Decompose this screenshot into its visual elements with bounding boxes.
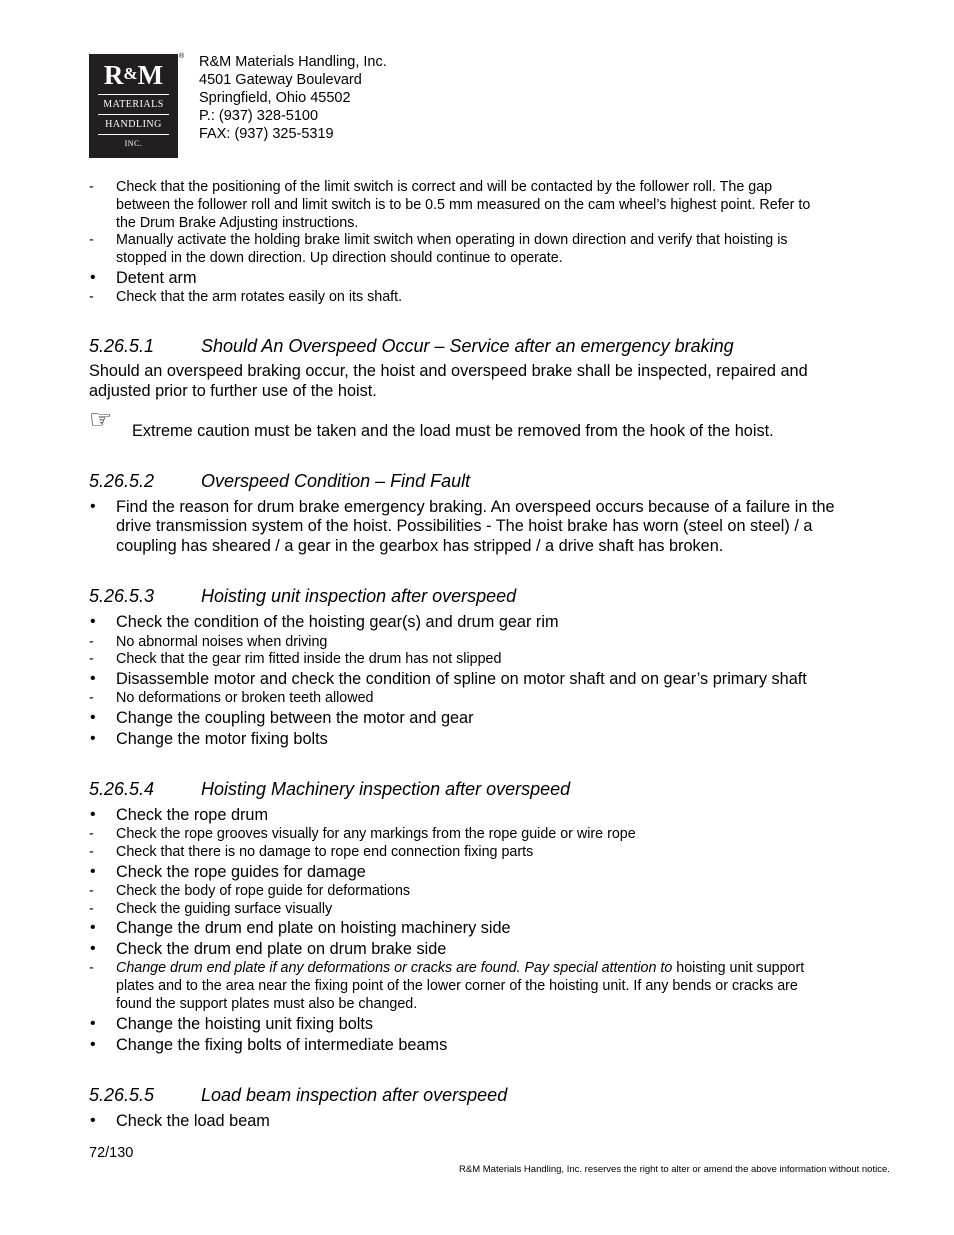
- section-title: Overspeed Condition – Find Fault: [201, 471, 471, 491]
- logo-line1: MATERIALS: [103, 99, 164, 110]
- list-item: drive transmission system of the hoist. Possibilities - The hoist brake has worn (steel on steel) / a: [116, 517, 813, 535]
- dash-marker: -: [89, 901, 94, 917]
- list-item: Check the load beam: [116, 1112, 270, 1130]
- logo-divider: [98, 94, 169, 95]
- bullet-marker: •: [90, 806, 96, 823]
- logo-divider: [98, 134, 169, 135]
- list-item: Check the body of rope guide for deformations: [116, 883, 411, 899]
- company-street: 4501 Gateway Boulevard: [199, 72, 362, 88]
- section-title: Hoisting unit inspection after overspeed: [201, 586, 517, 606]
- dash-marker: -: [89, 289, 94, 305]
- bullet-marker: •: [90, 709, 96, 726]
- list-item: Check the rope grooves visually for any markings from the rope guide or wire rope: [116, 826, 636, 842]
- section-number: 5.26.5.2: [89, 471, 155, 491]
- logo-ampersand: &: [123, 64, 138, 83]
- list-item: Detent arm: [116, 269, 197, 287]
- registered-mark: ®: [179, 53, 185, 60]
- list-item: No deformations or broken teeth allowed: [116, 690, 374, 706]
- list-item: Change the fixing bolts of intermediate beams: [116, 1036, 448, 1054]
- company-city: Springfield, Ohio 45502: [199, 90, 351, 106]
- bullet-marker: •: [90, 730, 96, 747]
- list-item: Change the coupling between the motor and gear: [116, 709, 474, 727]
- list-item: Check the condition of the hoisting gear(s) and drum gear rim: [116, 613, 559, 631]
- paragraph: adjusted prior to further use of the hoist.: [89, 382, 377, 400]
- bullet-marker: •: [90, 613, 96, 630]
- list-item: found the support plates must also be changed.: [116, 996, 418, 1012]
- list-item: coupling has sheared / a gear in the gearbox has stripped / a drive shaft has broken.: [116, 537, 724, 555]
- list-item: between the follower roll and limit switch is to be 0.5 mm measured on the cam wheel’s highest point. Refer to: [116, 197, 811, 213]
- dash-marker: -: [89, 883, 94, 899]
- dash-marker: -: [89, 634, 94, 650]
- plain-text: hoisting unit support: [672, 960, 805, 976]
- bullet-marker: •: [90, 498, 96, 515]
- list-item: Check the rope drum: [116, 806, 269, 824]
- logo-divider: [98, 114, 169, 115]
- bullet-marker: •: [90, 1036, 96, 1053]
- dash-marker: -: [89, 826, 94, 842]
- list-item: the Drum Brake Adjusting instructions.: [116, 215, 359, 231]
- list-item: Change the hoisting unit fixing bolts: [116, 1015, 374, 1033]
- section-title: Should An Overspeed Occur – Service after an emergency braking: [201, 336, 734, 356]
- section-title: Load beam inspection after overspeed: [201, 1085, 508, 1105]
- logo-line3: INC.: [124, 139, 143, 148]
- bullet-marker: •: [90, 1112, 96, 1129]
- caution-note: Extreme caution must be taken and the load must be removed from the hook of the hoist.: [132, 422, 774, 440]
- list-item: Check that the arm rotates easily on its shaft.: [116, 289, 403, 305]
- paragraph: Should an overspeed braking occur, the hoist and overspeed brake shall be inspected, repaired and: [89, 362, 808, 380]
- list-item: Check the drum end plate on drum brake side: [116, 940, 447, 958]
- list-item: Check that the positioning of the limit switch is correct and will be contacted by the follower roll. The gap: [116, 179, 773, 195]
- list-item: Change the drum end plate on hoisting machinery side: [116, 919, 511, 937]
- section-number: 5.26.5.5: [89, 1085, 155, 1105]
- list-item: Manually activate the holding brake limit switch when operating in down direction and verify that hoisting is: [116, 232, 788, 248]
- section-number: 5.26.5.3: [89, 586, 155, 606]
- logo-rm: R&M: [103, 60, 164, 90]
- page-number: 72/130: [89, 1145, 134, 1161]
- company-name: R&M Materials Handling, Inc.: [199, 54, 387, 70]
- list-item: plates and to the area near the fixing point of the lower corner of the hoisting unit. If any bends or cracks are: [116, 978, 798, 994]
- section-number: 5.26.5.4: [89, 779, 155, 799]
- logo-line2: HANDLING: [105, 119, 162, 130]
- dash-marker: -: [89, 960, 94, 976]
- bullet-marker: •: [90, 1015, 96, 1032]
- section-number: 5.26.5.1: [89, 336, 155, 356]
- company-address: [199, 53, 387, 143]
- list-item: [116, 960, 804, 976]
- company-logo: [89, 54, 178, 158]
- bullet-marker: •: [90, 863, 96, 880]
- section-title: Hoisting Machinery inspection after overspeed: [201, 779, 571, 799]
- list-item: Check that the gear rim fitted inside the drum has not slipped: [116, 651, 502, 667]
- pointing-hand-icon: ☞: [89, 404, 113, 434]
- list-item: Find the reason for drum brake emergency braking. An overspeed occurs because of a failure in the: [116, 498, 835, 516]
- dash-marker: -: [89, 179, 94, 195]
- bullet-marker: •: [90, 919, 96, 936]
- dash-marker: -: [89, 651, 94, 667]
- emphasis-text: Change drum end plate if any deformations or cracks are found. Pay special attention to: [116, 960, 673, 976]
- dash-marker: -: [89, 844, 94, 860]
- list-item: No abnormal noises when driving: [116, 634, 328, 650]
- dash-marker: -: [89, 690, 94, 706]
- list-item: Disassemble motor and check the condition of spline on motor shaft and on gear’s primary shaft: [116, 670, 807, 688]
- list-item: Check that there is no damage to rope end connection fixing parts: [116, 844, 534, 860]
- list-item: Change the motor fixing bolts: [116, 730, 328, 748]
- bullet-marker: •: [90, 269, 96, 286]
- company-phone: P.: (937) 328-5100: [199, 108, 319, 124]
- footer-notice: R&M Materials Handling, Inc. reserves the right to alter or amend the above information without notice.: [459, 1164, 890, 1175]
- list-item: Check the rope guides for damage: [116, 863, 366, 881]
- company-fax: FAX: (937) 325-5319: [199, 126, 334, 142]
- list-item: Check the guiding surface visually: [116, 901, 333, 917]
- dash-marker: -: [89, 232, 94, 248]
- bullet-marker: •: [90, 940, 96, 957]
- list-item: stopped in the down direction. Up direction should continue to operate.: [116, 250, 563, 266]
- bullet-marker: •: [90, 670, 96, 687]
